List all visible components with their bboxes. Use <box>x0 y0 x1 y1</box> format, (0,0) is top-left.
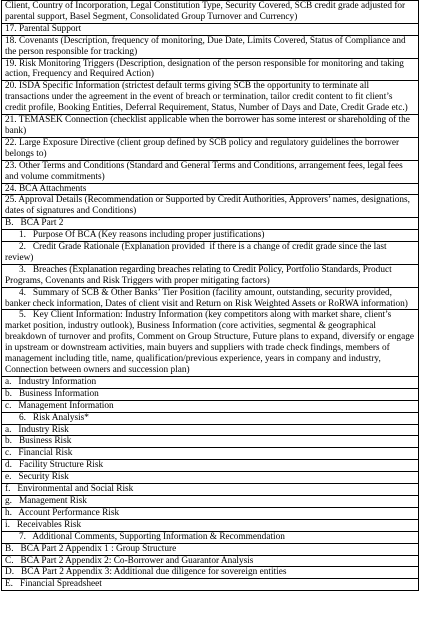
table-cell: h. Account Performance Risk <box>2 507 419 519</box>
table-row <box>2 400 419 412</box>
table-cell: E. Financial Spreadsheet <box>2 579 419 591</box>
table-cell: c. Financial Risk <box>2 448 419 460</box>
table-row <box>2 484 419 496</box>
bca-contents-table <box>1 0 419 591</box>
table-row <box>2 495 419 507</box>
table-cell: 23. Other Terms and Conditions (Standard and General Terms and Conditions, arrangement fees, legal fees and volume commitments) <box>2 160 419 183</box>
table-cell: Client, Country of Incorporation, Legal Constitution Type, Security Covered, SCB credit grade adjusted for parental support, Basel Segment, Consolidated Group Turnover and Currency) <box>2 1 419 24</box>
table-cell: B. BCA Part 2 <box>2 218 419 230</box>
table-row <box>2 472 419 484</box>
table-cell: a. Industry Risk <box>2 424 419 436</box>
table-cell: 20. ISDA Specific Information (strictest default terms giving SCB the opportunity to terminate all transactions under the agreement in the event of breach or termination, tailor credit content to fit client’s credit profile, Booking Entities, Deferral Requirement, Status, Number of Days and Date, Credit Grade etc.) <box>2 81 419 115</box>
table-cell: 21. TEMASEK Connection (checklist applicable when the borrower has some interest or shareholding of the bank) <box>2 115 419 138</box>
table-row <box>2 448 419 460</box>
table-cell: 19. Risk Monitoring Triggers (Description, designation of the person responsible for monitoring and taking action, Frequency and Required Action) <box>2 58 419 81</box>
table-row <box>2 531 419 543</box>
table-cell: 7. Additional Comments, Supporting Information & Recommendation <box>2 531 419 543</box>
table-row <box>2 160 419 183</box>
table-row <box>2 460 419 472</box>
document-page <box>1 0 419 591</box>
table-cell: b. Business Risk <box>2 436 419 448</box>
table-cell: d. Facility Structure Risk <box>2 460 419 472</box>
table-cell: 22. Large Exposure Directive (client group defined by SCB policy and regulatory guidelines the borrower belongs to) <box>2 137 419 160</box>
table-row <box>2 579 419 591</box>
table-cell: 6. Risk Analysis* <box>2 412 419 424</box>
table-cell: f. Environmental and Social Risk <box>2 484 419 496</box>
table-row <box>2 23 419 35</box>
table-row <box>2 230 419 242</box>
table-row <box>2 1 419 24</box>
table-cell: 17. Parental Support <box>2 23 419 35</box>
table-row <box>2 195 419 218</box>
table-row <box>2 58 419 81</box>
table-row <box>2 218 419 230</box>
table-cell: B. BCA Part 2 Appendix 1 : Group Structure <box>2 543 419 555</box>
table-cell: c. Management Information <box>2 400 419 412</box>
table-row <box>2 137 419 160</box>
table-cell: C. BCA Part 2 Appendix 2: Co-Borrower and Guarantor Analysis <box>2 555 419 567</box>
table-row <box>2 507 419 519</box>
table-row <box>2 543 419 555</box>
table-row <box>2 555 419 567</box>
table-row <box>2 310 419 376</box>
table-cell: 18. Covenants (Description, frequency of monitoring, Due Date, Limits Covered, Status of Compliance and the person responsible for tracking) <box>2 35 419 58</box>
table-cell: e. Security Risk <box>2 472 419 484</box>
table-row <box>2 183 419 195</box>
table-cell: 2. Credit Grade Rationale (Explanation provided if there is a change of credit grade since the last review) <box>2 242 419 265</box>
table-cell: 4. Summary of SCB & Other Banks’ Tier Position (facility amount, outstanding, security provided, banker check information, Dates of client visit and Return on Risk Weighted Assets or RoRWA information) <box>2 287 419 310</box>
table-cell: 3. Breaches (Explanation regarding breaches relating to Credit Policy, Portfolio Standards, Product Programs, Covenants and Risk Triggers with proper mitigating factors) <box>2 264 419 287</box>
table-cell: b. Business Information <box>2 388 419 400</box>
table-row <box>2 412 419 424</box>
table-row <box>2 242 419 265</box>
table-row <box>2 376 419 388</box>
table-row <box>2 519 419 531</box>
table-row <box>2 81 419 115</box>
table-cell: i. Receivables Risk <box>2 519 419 531</box>
table-row <box>2 436 419 448</box>
table-row <box>2 115 419 138</box>
table-cell: 24. BCA Attachments <box>2 183 419 195</box>
table-row <box>2 424 419 436</box>
table-row <box>2 287 419 310</box>
table-cell: 25. Approval Details (Recommendation or Supported by Credit Authorities, Approvers’ names, designations, dates of signatures and Conditions) <box>2 195 419 218</box>
table-cell: a. Industry Information <box>2 376 419 388</box>
table-row <box>2 35 419 58</box>
table-cell: g. Management Risk <box>2 495 419 507</box>
table-cell: D. BCA Part 2 Appendix 3: Additional due diligence for sovereign entities <box>2 567 419 579</box>
table-cell: 5. Key Client Information: Industry Information (key competitors along with market share, client’s market position, industry outlook), Business Information (core activities, segmental & geographical breakdown of turnover and profits, Comment on Group Structure, Future plans to expand, diversify or engage in upstream or downstream activities, main buyers and suppliers with trade check findings, members of management including title, name, qualification/previous experience, years in company and industry, Connection between owners and succession plan) <box>2 310 419 376</box>
table-cell: 1. Purpose Of BCA (Key reasons including proper justifications) <box>2 230 419 242</box>
table-row <box>2 388 419 400</box>
table-row <box>2 264 419 287</box>
table-row <box>2 567 419 579</box>
